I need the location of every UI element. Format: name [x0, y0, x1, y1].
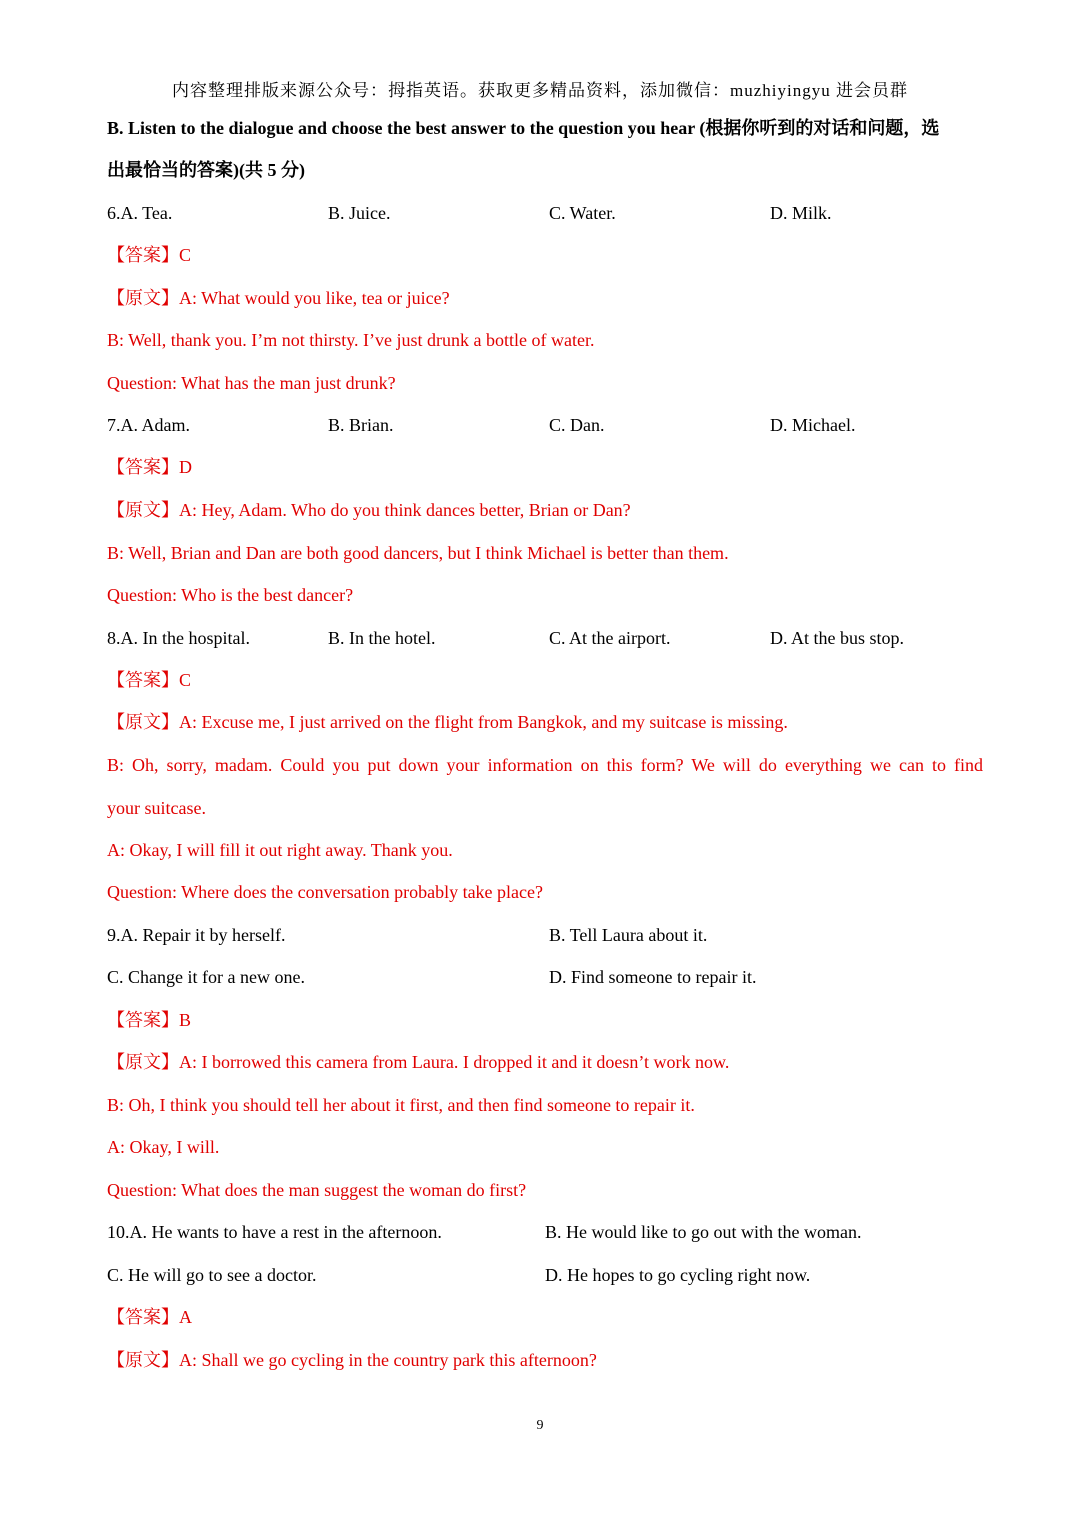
q8-script-line: Question: Where does the conversation probably take place? [107, 882, 544, 902]
page-number: 9 [536, 1418, 544, 1433]
q10-answer: 【答案】A [107, 1307, 192, 1327]
q9-script-line: B: Oh, I think you should tell her about it first, and then find someone to repair it. [107, 1095, 695, 1115]
q9-option-a: 9.A. Repair it by herself. [107, 925, 286, 945]
q6-script-line: Question: What has the man just drunk? [107, 373, 396, 393]
q6-option-c: C. Water. [549, 203, 616, 223]
q6-script-line: B: Well, thank you. I’m not thirsty. I’ve just drunk a bottle of water. [107, 330, 595, 350]
q7-option-c: C. Dan. [549, 415, 605, 435]
q8-answer: 【答案】C [107, 670, 192, 690]
q6-script-line: 【原文】A: What would you like, tea or juice? [107, 288, 450, 308]
q10-script-line: 【原文】A: Shall we go cycling in the country park this afternoon? [107, 1350, 597, 1370]
q9-option-b: B. Tell Laura about it. [549, 925, 708, 945]
q8-option-b: B. In the hotel. [328, 628, 436, 648]
page-header: 内容整理排版来源公众号：拇指英语。获取更多精品资料，添加微信：muzhiyingyu 进会员群 [172, 81, 908, 100]
q7-option-d: D. Michael. [770, 415, 856, 435]
q10-option-a: 10.A. He wants to have a rest in the afternoon. [107, 1222, 442, 1242]
q7-script-line: B: Well, Brian and Dan are both good dancers, but I think Michael is better than them. [107, 543, 729, 563]
q7-option-a: 7.A. Adam. [107, 415, 190, 435]
q8-option-d: D. At the bus stop. [770, 628, 905, 648]
q9-option-c: C. Change it for a new one. [107, 967, 305, 987]
q8-script-line: your suitcase. [107, 798, 206, 818]
q7-answer: 【答案】D [107, 457, 192, 477]
q10-option-d: D. He hopes to go cycling right now. [545, 1265, 811, 1285]
q6-option-b: B. Juice. [328, 203, 391, 223]
section-title: B. Listen to the dialogue and choose the best answer to the question you hear (根据你听到的对话和问题，选 [107, 118, 940, 138]
q9-script-line: Question: What does the man suggest the woman do first? [107, 1180, 527, 1200]
q8-script-line: 【原文】A: Excuse me, I just arrived on the flight from Bangkok, and my suitcase is missing. [107, 712, 788, 732]
q9-option-d: D. Find someone to repair it. [549, 967, 757, 987]
q6-option-d: D. Milk. [770, 203, 832, 223]
q9-script-line: 【原文】A: I borrowed this camera from Laura. I dropped it and it doesn’t work now. [107, 1052, 730, 1072]
q8-script-line: A: Okay, I will fill it out right away. Thank you. [107, 840, 453, 860]
q8-option-a: 8.A. In the hospital. [107, 628, 250, 648]
q7-script-line: 【原文】A: Hey, Adam. Who do you think dances better, Brian or Dan? [107, 500, 631, 520]
section-title-cont: 出最恰当的答案)(共 5 分) [107, 160, 305, 180]
q7-script-line: Question: Who is the best dancer? [107, 585, 354, 605]
q7-option-b: B. Brian. [328, 415, 394, 435]
q9-script-line: A: Okay, I will. [107, 1137, 220, 1157]
q6-option-a: 6.A. Tea. [107, 203, 173, 223]
q6-answer: 【答案】C [107, 245, 192, 265]
q10-option-b: B. He would like to go out with the woman. [545, 1222, 862, 1242]
q8-option-c: C. At the airport. [549, 628, 671, 648]
q9-answer: 【答案】B [107, 1010, 192, 1030]
q10-option-c: C. He will go to see a doctor. [107, 1265, 317, 1285]
q8-script-line: B: Oh, sorry, madam. Could you put down your information on this form? We will do everything we can to find [107, 755, 983, 775]
